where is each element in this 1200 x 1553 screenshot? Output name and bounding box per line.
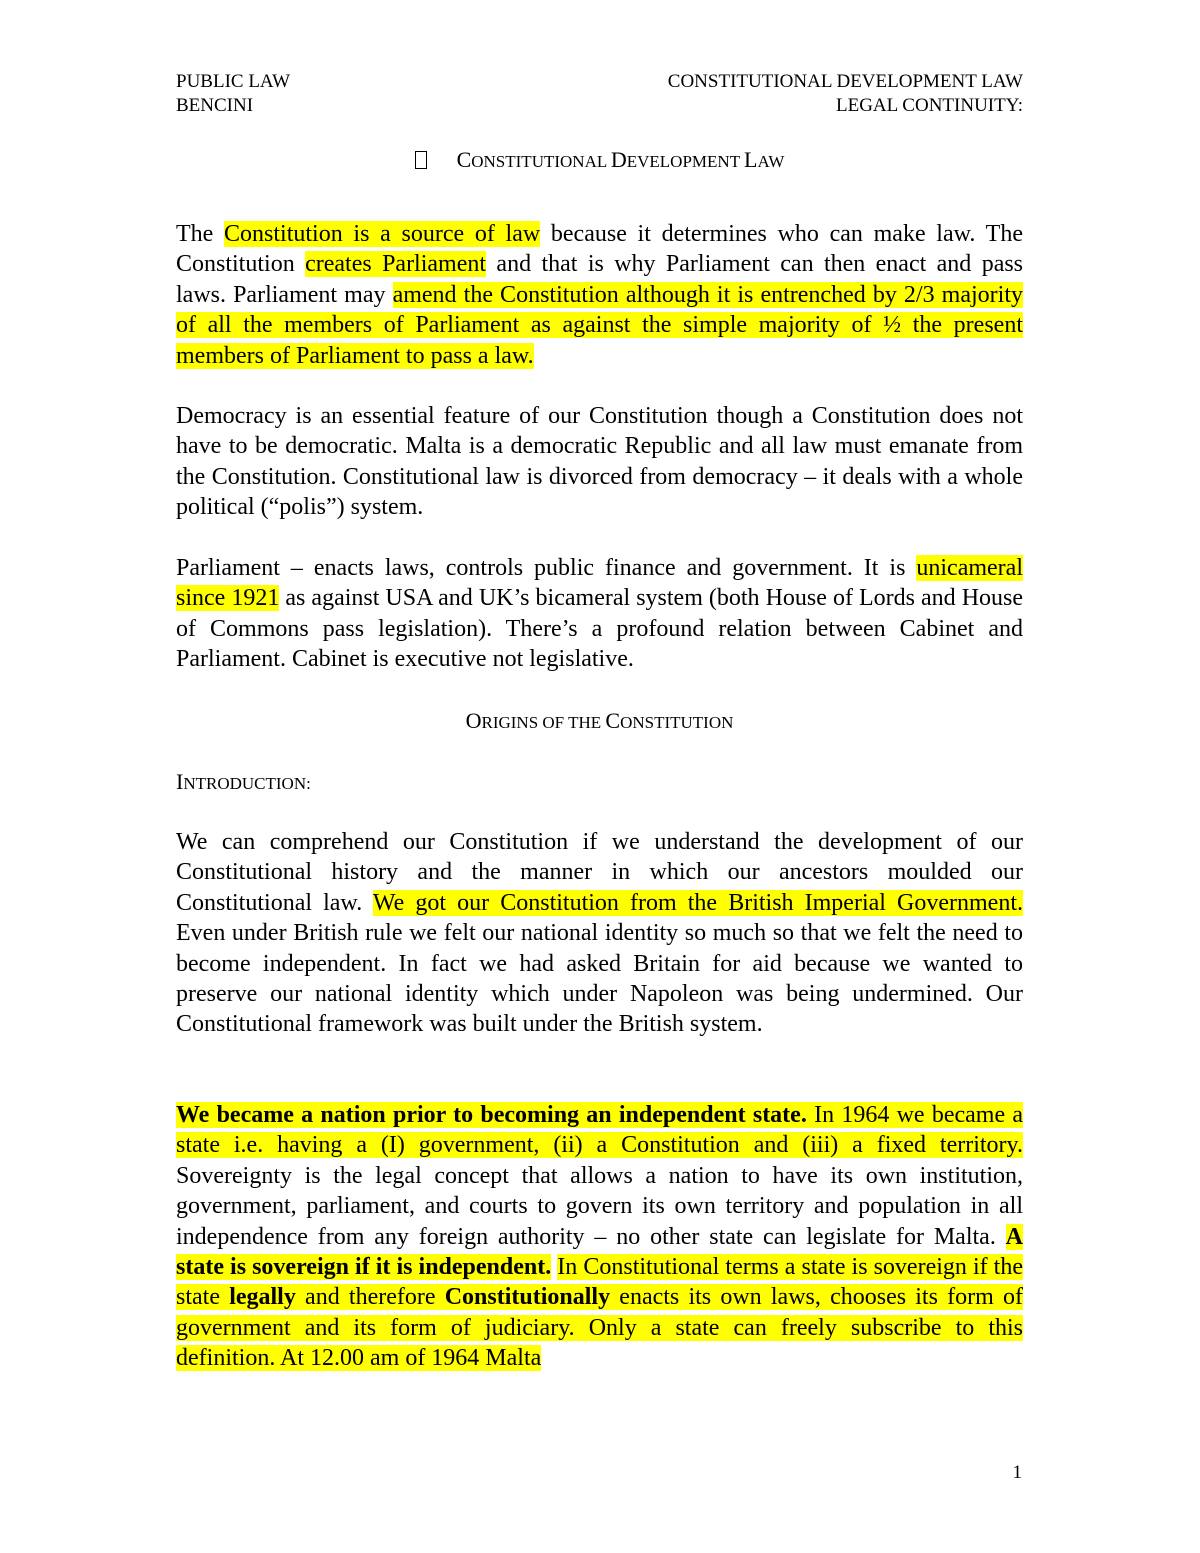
highlighted-text: In 1964 we became a state i.e. having a (I) government, (ii) a Constitution and (iii) a fixed territory.	[176, 1102, 1024, 1159]
title-rest: EVELOPMENT	[626, 152, 745, 171]
page-number: 1	[1012, 1462, 1022, 1483]
highlighted-text: We got our Constitution from the British Imperial Government.	[372, 889, 1023, 916]
highlighted-text: enacts its own laws, chooses its form of government and its form of judiciary. Only a state can freely subscribe to this definition. At 12.00 am of 1964 Malta	[176, 1284, 1023, 1372]
subheading-introduction	[176, 769, 311, 795]
highlighted-bold-text: legally	[229, 1284, 296, 1311]
text-run: as against USA and UK’s bicameral system (both House of Lords and House of Commons pass legislation). There’s a profound relation between Cabinet and Parliament. Cabinet is executive not legislative.	[176, 585, 1024, 673]
paragraph-sovereignty	[176, 1100, 1023, 1374]
text-run: Sovereignty is the legal concept that allows a nation to have its own institution, government, parliament, and courts to govern its own territory and population in all independence from any foreign authority – no other state can legislate for Malta.	[176, 1162, 1023, 1250]
text-run: Parliament – enacts laws, controls public finance and government. It is	[176, 555, 917, 581]
text-run: Even under British rule we felt our national identity so much so that we felt the need to become independent. In fact we had asked Britain for aid because we wanted to preserve our national identity which under Napoleon was being undermined. Our Constitutional framework was built under the British system.	[176, 920, 1023, 1038]
highlighted-bold-text: A state is sovereign if it is independent.	[176, 1223, 1023, 1281]
title-rest: AW	[757, 152, 785, 171]
title-cap: D	[610, 147, 627, 172]
title-rest: ONSTITUTIONAL	[471, 152, 611, 171]
paragraph-introduction	[176, 827, 1023, 1040]
title-cap: L	[744, 147, 758, 172]
header-topic: CONSTITUTIONAL DEVELOPMENT LAW	[667, 71, 1023, 92]
text-run: We can comprehend our Constitution if we understand the development of our Constitutional history and the manner in which our ancestors moulded our Constitutional law.	[176, 829, 1023, 916]
text-run: because it determines who can make law. The Constitution	[176, 221, 1023, 278]
title-rest: ONSTITUTION	[620, 713, 734, 732]
title-cap: I	[176, 769, 184, 794]
paragraph-source-of-law	[176, 219, 1023, 371]
highlighted-text: In Constitutional terms a state is sovereign if the state	[176, 1254, 1023, 1311]
header-course: PUBLIC LAW	[176, 71, 291, 92]
document-title	[176, 147, 1023, 173]
bullet-box-icon	[415, 151, 427, 169]
title-cap: C	[456, 147, 472, 172]
title-rest: RIGINS OF THE	[481, 713, 606, 732]
highlighted-text: creates Parliament	[305, 251, 487, 278]
highlighted-text: unicameral since 1921	[176, 555, 1023, 612]
paragraph-democracy: Democracy is an essential feature of our Constitution though a Constitution does not have to be democratic. Malta is a democratic Republic and all law must emanate from the Constitution. Constitutional law is divorced from democracy – it deals with a whole political (“polis”) system.	[176, 403, 1023, 521]
header-right	[668, 70, 1023, 118]
title-rest: NTRODUCTION:	[183, 774, 311, 793]
highlighted-bold-text: Constitutionally	[444, 1284, 611, 1311]
highlighted-text: amend the Constitution although it is entrenched by 2/3 majority of all the members of Parliament as against the simple majority of ½ the present members of Parliament to pass a law.	[176, 281, 1023, 369]
header-left	[176, 70, 290, 118]
section-title-origins	[176, 708, 1023, 734]
paragraph-parliament	[176, 553, 1023, 675]
highlighted-text: Constitution is a source of law	[224, 221, 541, 247]
title-cap: O	[465, 708, 482, 733]
highlighted-text: and therefore	[295, 1284, 445, 1311]
header-subtopic: LEGAL CONTINUITY:	[836, 95, 1023, 116]
text-run: The	[176, 221, 225, 247]
title-cap: C	[605, 708, 621, 733]
highlighted-bold-text: We became a nation prior to becoming an independent state.	[176, 1102, 807, 1128]
text-run: and that is why Parliament can then enact and pass laws. Parliament may	[176, 251, 1024, 308]
header-author: BENCINI	[176, 95, 254, 116]
